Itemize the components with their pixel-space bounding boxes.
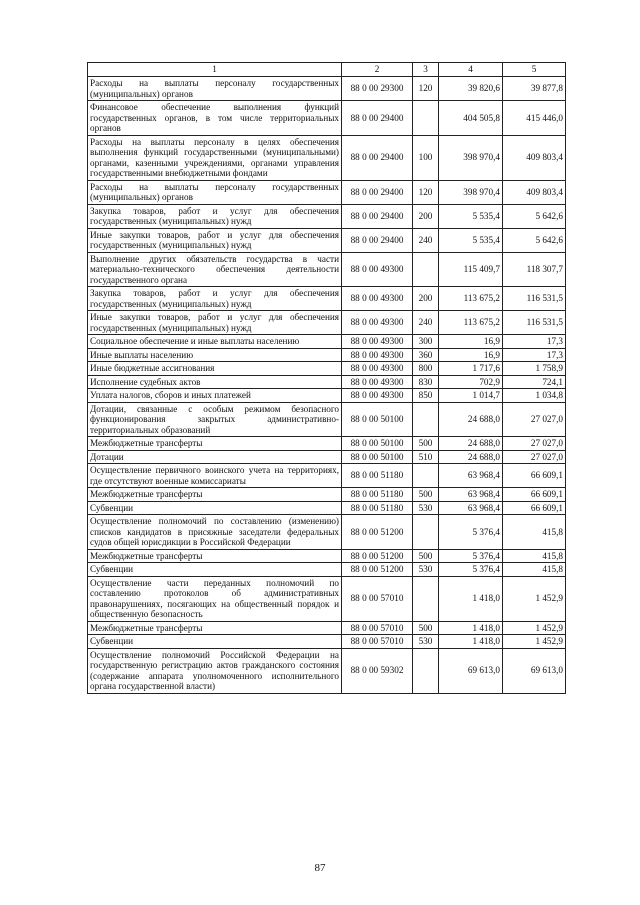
row-name-cell: Социальное обеспечение и иные выплаты населению: [88, 335, 342, 349]
row-expense-type-cell: [413, 464, 439, 488]
row-value-year2-cell: 116 531,5: [503, 287, 566, 311]
row-name-cell: Дотации: [88, 450, 342, 464]
table-row: [88, 450, 566, 464]
row-name-cell: Финансовое обеспечение выполнения функций государственных органов, в том числе территориальных органов: [88, 101, 342, 136]
row-name-cell: Иные выплаты населению: [88, 348, 342, 362]
row-value-year2-cell: 1 758,9: [503, 362, 566, 376]
table-row: [88, 135, 566, 180]
row-code-cell: 88 0 00 57010: [342, 576, 413, 621]
budget-table-container: [87, 62, 565, 694]
table-row: [88, 389, 566, 403]
row-value-year1-cell: 5 376,4: [439, 549, 503, 563]
row-expense-type-cell: 500: [413, 488, 439, 502]
row-value-year1-cell: 115 409,7: [439, 252, 503, 287]
row-name-cell: Закупка товаров, работ и услуг для обеспечения государственных (муниципальных) нужд: [88, 204, 342, 228]
row-value-year1-cell: 398 970,4: [439, 135, 503, 180]
table-row: [88, 576, 566, 621]
row-value-year2-cell: 17,3: [503, 335, 566, 349]
row-name-cell: Расходы на выплаты персоналу в целях обеспечения выполнения функций государственными (муниципальными) органами, казенными учреждениями, органами управления государственными внебюджетными фондами: [88, 135, 342, 180]
row-value-year2-cell: 1 452,9: [503, 576, 566, 621]
row-code-cell: 88 0 00 57010: [342, 621, 413, 635]
row-name-cell: Межбюджетные трансферты: [88, 621, 342, 635]
row-code-cell: 88 0 00 50100: [342, 450, 413, 464]
table-row: [88, 180, 566, 204]
row-code-cell: 88 0 00 59302: [342, 648, 413, 693]
row-name-cell: Иные бюджетные ассигнования: [88, 362, 342, 376]
row-expense-type-cell: [413, 402, 439, 437]
row-code-cell: 88 0 00 29400: [342, 135, 413, 180]
row-code-cell: 88 0 00 29300: [342, 77, 413, 101]
row-value-year2-cell: 415 446,0: [503, 101, 566, 136]
row-expense-type-cell: 530: [413, 563, 439, 577]
row-expense-type-cell: 120: [413, 180, 439, 204]
table-row: [88, 549, 566, 563]
row-value-year2-cell: 1 452,9: [503, 621, 566, 635]
row-value-year2-cell: 415,8: [503, 549, 566, 563]
table-row: [88, 311, 566, 335]
row-name-cell: Исполнение судебных актов: [88, 375, 342, 389]
row-name-cell: Осуществление полномочий Российской Федерации на государственную регистрацию актов гражданского состояния (содержание аппарата уполномоченного исполнительного органа государственной власти): [88, 648, 342, 693]
row-code-cell: 88 0 00 49300: [342, 348, 413, 362]
row-value-year1-cell: 24 688,0: [439, 437, 503, 451]
row-name-cell: Закупка товаров, работ и услуг для обеспечения государственных (муниципальных) нужд: [88, 287, 342, 311]
row-value-year1-cell: 16,9: [439, 335, 503, 349]
row-value-year2-cell: 17,3: [503, 348, 566, 362]
row-name-cell: Субвенции: [88, 563, 342, 577]
row-value-year2-cell: 116 531,5: [503, 311, 566, 335]
row-value-year2-cell: 27 027,0: [503, 437, 566, 451]
row-code-cell: 88 0 00 29400: [342, 101, 413, 136]
row-name-cell: Осуществление полномочий по составлению (изменению) списков кандидатов в присяжные заседатели федеральных судов общей юрисдикции в Российской Федерации: [88, 515, 342, 550]
row-expense-type-cell: 500: [413, 437, 439, 451]
row-code-cell: 88 0 00 51200: [342, 549, 413, 563]
row-expense-type-cell: [413, 648, 439, 693]
row-value-year2-cell: 415,8: [503, 515, 566, 550]
table-row: [88, 501, 566, 515]
row-name-cell: Осуществление части переданных полномочий по составлению протоколов об административных правонарушениях, посягающих на общественный порядок и общественную безопасность: [88, 576, 342, 621]
table-row: [88, 621, 566, 635]
row-value-year2-cell: 66 609,1: [503, 464, 566, 488]
row-value-year1-cell: 24 688,0: [439, 402, 503, 437]
table-header-row: [88, 63, 566, 77]
row-value-year1-cell: 5 376,4: [439, 515, 503, 550]
table-row: [88, 648, 566, 693]
row-expense-type-cell: 360: [413, 348, 439, 362]
row-expense-type-cell: 100: [413, 135, 439, 180]
row-value-year2-cell: 66 609,1: [503, 501, 566, 515]
table-row: [88, 635, 566, 649]
table-row: [88, 287, 566, 311]
row-value-year1-cell: 113 675,2: [439, 287, 503, 311]
row-expense-type-cell: 200: [413, 287, 439, 311]
table-row: [88, 77, 566, 101]
table-row: [88, 515, 566, 550]
row-expense-type-cell: 200: [413, 204, 439, 228]
column-header: 5: [503, 63, 566, 77]
row-code-cell: 88 0 00 49300: [342, 252, 413, 287]
row-expense-type-cell: 530: [413, 501, 439, 515]
row-expense-type-cell: 500: [413, 549, 439, 563]
row-expense-type-cell: 800: [413, 362, 439, 376]
row-value-year1-cell: 113 675,2: [439, 311, 503, 335]
row-value-year2-cell: 724,1: [503, 375, 566, 389]
row-value-year1-cell: 1 717,6: [439, 362, 503, 376]
column-header: 3: [413, 63, 439, 77]
row-code-cell: 88 0 00 57010: [342, 635, 413, 649]
row-expense-type-cell: [413, 576, 439, 621]
row-expense-type-cell: 240: [413, 228, 439, 252]
row-value-year1-cell: 1 014,7: [439, 389, 503, 403]
table-row: [88, 437, 566, 451]
row-code-cell: 88 0 00 51180: [342, 464, 413, 488]
row-name-cell: Осуществление первичного воинского учета на территориях, где отсутствуют военные комиссариаты: [88, 464, 342, 488]
table-row: [88, 335, 566, 349]
table-row: [88, 204, 566, 228]
row-value-year1-cell: 1 418,0: [439, 621, 503, 635]
table-row: [88, 402, 566, 437]
row-value-year1-cell: 24 688,0: [439, 450, 503, 464]
row-expense-type-cell: [413, 101, 439, 136]
row-value-year1-cell: 39 820,6: [439, 77, 503, 101]
row-value-year1-cell: 5 535,4: [439, 204, 503, 228]
table-row: [88, 464, 566, 488]
row-value-year1-cell: 16,9: [439, 348, 503, 362]
row-name-cell: Дотации, связанные с особым режимом безопасного функционирования закрытых административно-территориальных образований: [88, 402, 342, 437]
row-value-year2-cell: 5 642,6: [503, 228, 566, 252]
row-expense-type-cell: 300: [413, 335, 439, 349]
row-value-year2-cell: 1 034,8: [503, 389, 566, 403]
row-name-cell: Уплата налогов, сборов и иных платежей: [88, 389, 342, 403]
row-name-cell: Межбюджетные трансферты: [88, 437, 342, 451]
row-name-cell: Субвенции: [88, 635, 342, 649]
row-value-year2-cell: 39 877,8: [503, 77, 566, 101]
row-code-cell: 88 0 00 29400: [342, 204, 413, 228]
row-code-cell: 88 0 00 49300: [342, 335, 413, 349]
row-code-cell: 88 0 00 49300: [342, 311, 413, 335]
row-name-cell: Межбюджетные трансферты: [88, 488, 342, 502]
row-code-cell: 88 0 00 49300: [342, 362, 413, 376]
table-row: [88, 375, 566, 389]
row-value-year1-cell: 404 505,8: [439, 101, 503, 136]
row-name-cell: Межбюджетные трансферты: [88, 549, 342, 563]
row-name-cell: Выполнение других обязательств государства в части материально-технического обеспечения деятельности государственного органа: [88, 252, 342, 287]
budget-table: [87, 62, 566, 694]
column-header: 2: [342, 63, 413, 77]
row-code-cell: 88 0 00 50100: [342, 437, 413, 451]
column-header: 1: [88, 63, 342, 77]
row-value-year1-cell: 63 968,4: [439, 501, 503, 515]
row-value-year2-cell: 5 642,6: [503, 204, 566, 228]
row-code-cell: 88 0 00 49300: [342, 375, 413, 389]
row-value-year2-cell: 27 027,0: [503, 450, 566, 464]
row-code-cell: 88 0 00 29400: [342, 228, 413, 252]
row-expense-type-cell: 530: [413, 635, 439, 649]
row-value-year1-cell: 63 968,4: [439, 464, 503, 488]
table-row: [88, 348, 566, 362]
row-expense-type-cell: 240: [413, 311, 439, 335]
row-name-cell: Субвенции: [88, 501, 342, 515]
row-value-year2-cell: 69 613,0: [503, 648, 566, 693]
row-expense-type-cell: [413, 515, 439, 550]
row-value-year2-cell: 66 609,1: [503, 488, 566, 502]
row-code-cell: 88 0 00 49300: [342, 389, 413, 403]
row-code-cell: 88 0 00 51180: [342, 488, 413, 502]
budget-table-body: [88, 63, 566, 694]
row-code-cell: 88 0 00 29400: [342, 180, 413, 204]
row-name-cell: Иные закупки товаров, работ и услуг для обеспечения государственных (муниципальных) нужд: [88, 228, 342, 252]
row-name-cell: Иные закупки товаров, работ и услуг для обеспечения государственных (муниципальных) нужд: [88, 311, 342, 335]
table-row: [88, 362, 566, 376]
row-value-year1-cell: 5 535,4: [439, 228, 503, 252]
page-number: 87: [314, 862, 326, 874]
table-row: [88, 252, 566, 287]
row-value-year1-cell: 63 968,4: [439, 488, 503, 502]
row-value-year1-cell: 69 613,0: [439, 648, 503, 693]
row-expense-type-cell: 830: [413, 375, 439, 389]
row-name-cell: Расходы на выплаты персоналу государственных (муниципальных) органов: [88, 77, 342, 101]
row-value-year2-cell: 27 027,0: [503, 402, 566, 437]
row-expense-type-cell: 510: [413, 450, 439, 464]
row-value-year2-cell: 1 452,9: [503, 635, 566, 649]
row-expense-type-cell: 850: [413, 389, 439, 403]
row-value-year2-cell: 409 803,4: [503, 135, 566, 180]
row-value-year1-cell: 5 376,4: [439, 563, 503, 577]
table-row: [88, 101, 566, 136]
row-value-year2-cell: 118 307,7: [503, 252, 566, 287]
row-code-cell: 88 0 00 50100: [342, 402, 413, 437]
row-value-year1-cell: 1 418,0: [439, 576, 503, 621]
table-row: [88, 228, 566, 252]
row-expense-type-cell: 500: [413, 621, 439, 635]
row-code-cell: 88 0 00 51200: [342, 563, 413, 577]
row-expense-type-cell: 120: [413, 77, 439, 101]
row-value-year2-cell: 415,8: [503, 563, 566, 577]
row-name-cell: Расходы на выплаты персоналу государственных (муниципальных) органов: [88, 180, 342, 204]
table-row: [88, 563, 566, 577]
row-value-year2-cell: 409 803,4: [503, 180, 566, 204]
row-code-cell: 88 0 00 51200: [342, 515, 413, 550]
row-expense-type-cell: [413, 252, 439, 287]
row-code-cell: 88 0 00 51180: [342, 501, 413, 515]
row-value-year1-cell: 702,9: [439, 375, 503, 389]
table-row: [88, 488, 566, 502]
column-header: 4: [439, 63, 503, 77]
row-code-cell: 88 0 00 49300: [342, 287, 413, 311]
row-value-year1-cell: 398 970,4: [439, 180, 503, 204]
row-value-year1-cell: 1 418,0: [439, 635, 503, 649]
